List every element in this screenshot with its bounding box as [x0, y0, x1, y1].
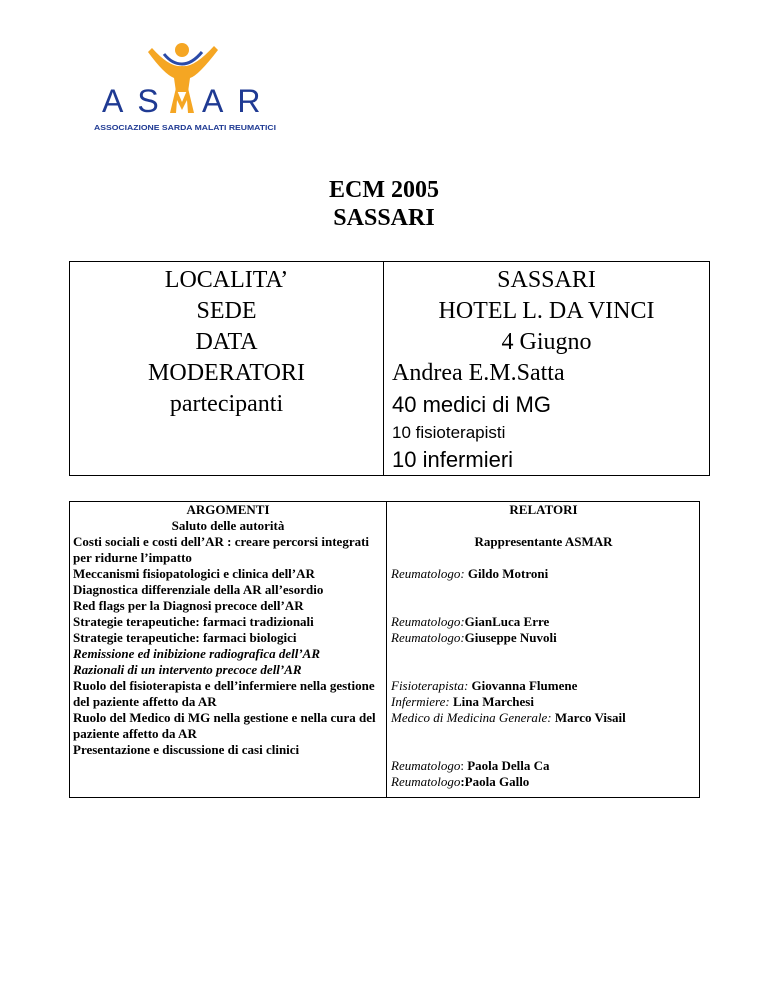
topic-item: Saluto delle autorità [171, 518, 285, 533]
info-values-cell [384, 262, 710, 476]
speaker-role: Reumatologo [391, 774, 461, 789]
event-title [0, 176, 768, 232]
svg-text:AS: AS [102, 83, 173, 119]
speaker-sep: : [460, 758, 468, 773]
topic-item: Ruolo del fisioterapista e dell’infermiere nella gestione del paziente affetto da AR [73, 678, 375, 709]
value-partecipanti-infermieri: 10 infermieri [392, 447, 514, 472]
value-sede: HOTEL L. DA VINCI [438, 298, 655, 324]
value-partecipanti-medici: 40 medici di MG [392, 392, 551, 417]
speaker-row [391, 774, 696, 790]
topic-item: Meccanismi fisiopatologici e clinica dell’AR [73, 566, 315, 581]
speaker-row [391, 630, 696, 646]
program-table [69, 501, 700, 798]
speaker-role: Reumatologo: [391, 614, 465, 629]
speaker-row [391, 678, 696, 694]
label-moderatori: MODERATORI [148, 360, 305, 386]
speaker-role: Fisioterapista: [391, 678, 472, 693]
value-data: 4 Giugno [501, 329, 592, 355]
svg-text:AR: AR [202, 83, 275, 119]
topic-item: Ruolo del Medico di MG nella gestione e nella cura del paziente affetto da AR [73, 710, 376, 741]
speaker-name: Giovanna Flumene [471, 678, 578, 693]
speaker-row [391, 694, 696, 710]
topics-cell [70, 502, 387, 798]
speaker-name: Paola Gallo [464, 774, 530, 789]
speaker-name: Giuseppe Nuvoli [464, 630, 557, 645]
speaker-role: Infermiere: [391, 694, 453, 709]
speaker-role: Medico di Medicina Generale: [391, 710, 555, 725]
topic-item: Razionali di un intervento precoce dell’AR [73, 662, 302, 677]
title-line-2: SASSARI [333, 205, 435, 231]
topic-item: Red flags per la Diagnosi precoce dell’AR [73, 598, 304, 613]
info-table [69, 261, 710, 476]
speaker-row [391, 566, 696, 582]
speaker-name: Gildo Motroni [467, 566, 549, 581]
value-moderatori: Andrea E.M.Satta [392, 360, 565, 386]
speaker-row [391, 710, 696, 726]
topic-item: Remissione ed inibizione radiografica dell’AR [73, 646, 321, 661]
topic-item: Costi sociali e costi dell’AR : creare percorsi integrati per ridurne l’impatto [73, 534, 370, 565]
speaker-role: Reumatologo: [391, 566, 468, 581]
speaker-sep: : [460, 774, 465, 789]
title-line-1: ECM 2005 [329, 177, 439, 203]
label-localita: LOCALITA’ [164, 267, 289, 293]
speaker-asmar: Rappresentante ASMAR [474, 534, 613, 549]
label-partecipanti: partecipanti [169, 391, 284, 417]
asmar-logo [90, 42, 280, 134]
speakers-header: RELATORI [509, 502, 578, 517]
topic-item: Diagnostica differenziale della AR all’esordio [73, 582, 324, 597]
speaker-role: Reumatologo: [391, 630, 465, 645]
info-labels-cell [70, 262, 384, 476]
speaker-name: Paola Della Ca [467, 758, 550, 773]
label-sede: SEDE [196, 298, 257, 324]
speaker-name: GianLuca Erre [464, 614, 550, 629]
speakers-cell [387, 502, 700, 798]
speaker-name: Marco Visail [554, 710, 626, 725]
value-localita: SASSARI [497, 267, 596, 293]
topic-item: Strategie terapeutiche: farmaci biologici [73, 630, 297, 645]
speaker-name: Lina Marchesi [452, 694, 534, 709]
label-data: DATA [195, 329, 258, 355]
value-partecipanti-fisioterapisti: 10 fisioterapisti [392, 423, 506, 442]
topic-item: Strategie terapeutiche: farmaci tradizionali [73, 614, 314, 629]
speaker-row [391, 758, 696, 774]
asmar-logo-graphic [90, 42, 280, 134]
speaker-row [391, 614, 696, 630]
svg-text:ASSOCIAZIONE SARDA MALATI REUM: ASSOCIAZIONE SARDA MALATI REUMATICI [94, 123, 276, 132]
topic-item: Presentazione e discussione di casi clinici [73, 742, 300, 757]
topics-header: ARGOMENTI [186, 502, 270, 517]
speaker-role: Reumatologo [391, 758, 461, 773]
